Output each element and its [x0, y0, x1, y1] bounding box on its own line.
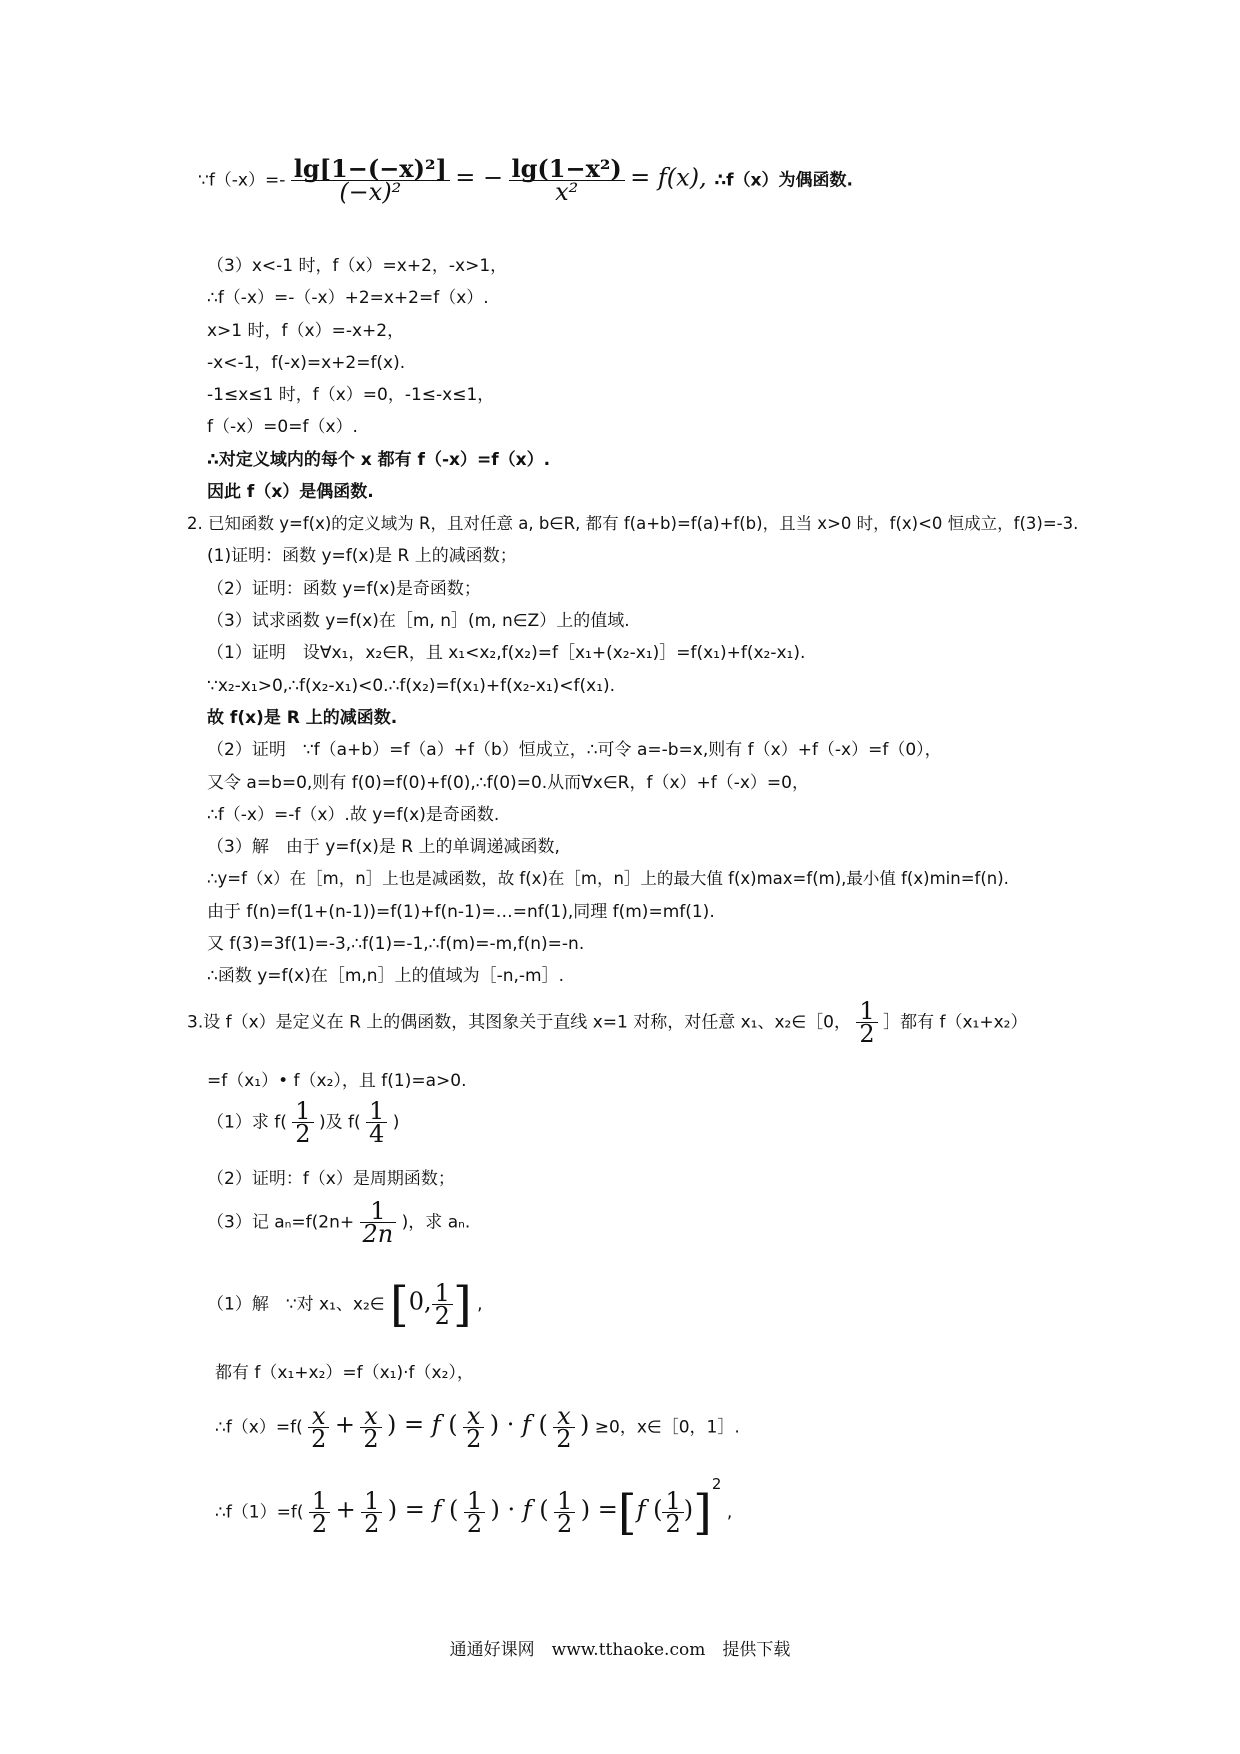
- fraction-numerator: x: [360, 1405, 381, 1428]
- q2-solution-line: [207, 804, 499, 826]
- text-line: 故 f(x)是 R 上的减函数.: [207, 708, 398, 728]
- fraction-denominator: 2: [556, 1425, 572, 1453]
- fraction-lg: [291, 154, 450, 206]
- q2-solution-line: [207, 901, 715, 923]
- fraction-denominator: 4: [369, 1120, 385, 1148]
- fraction-denominator: 2: [295, 1120, 311, 1148]
- q2-solution-line: [207, 642, 805, 664]
- q3-sol3: [215, 1402, 740, 1453]
- q2-sub: [207, 610, 630, 632]
- fraction-numerator: 1: [309, 1490, 330, 1513]
- text-line: f（-x）=0=f（x）.: [207, 417, 358, 437]
- fraction-numerator: lg(1−x²): [509, 158, 625, 181]
- part3-line: [207, 320, 404, 342]
- part3-line: [207, 416, 358, 438]
- fraction-numerator: 1: [464, 1490, 485, 1513]
- equals-bracket: ) =: [580, 1495, 618, 1524]
- fraction-one-over-2n: [360, 1197, 397, 1248]
- footer-credit: [0, 1635, 1240, 1660]
- equals-minus: = −: [455, 163, 504, 192]
- even-function-derivation: [198, 154, 853, 206]
- fraction-half: [432, 1279, 453, 1330]
- fraction-denominator: 2: [859, 1020, 875, 1048]
- q2-solution-line: [207, 836, 560, 858]
- text-segment: )及 f(: [318, 1112, 361, 1133]
- left-bracket: [: [617, 1484, 637, 1541]
- fraction-numerator: 1: [856, 1000, 877, 1023]
- q3-sub2: [207, 1168, 455, 1190]
- q2-solution-line: [207, 868, 1009, 890]
- fraction-numerator: 1: [554, 1490, 575, 1513]
- text-line: 由于 f(n)=f(1+(n-1))=f(1)+f(n-1)=…=nf(1),同理 f(m)=mf(1).: [207, 902, 715, 922]
- part3-line: [207, 352, 405, 374]
- fraction-denominator: 2: [363, 1425, 379, 1453]
- fraction-numerator: 1: [292, 1100, 313, 1123]
- q2-solution-line: [207, 739, 942, 761]
- text-line: x>1 时，f（x）=-x+2，: [207, 321, 405, 341]
- text-segment: ,: [726, 1502, 733, 1523]
- q3-sub1: [207, 1097, 400, 1148]
- fraction-half: [856, 997, 877, 1048]
- fraction-lg2: [509, 154, 625, 206]
- q2-sub: [207, 545, 517, 567]
- text-line: ∴y=f（x）在［m，n］上也是减函数，故 f(x)在［m，n］上的最大值 f(x)max=f(m),最小值 f(x)min=f(n).: [207, 869, 1009, 888]
- text-segment: （1）解 ∵对 x₁、x₂∈: [207, 1294, 385, 1315]
- plus-sign: +: [335, 1495, 356, 1524]
- fraction-x-over-2: [553, 1402, 574, 1453]
- fraction-half: [292, 1097, 313, 1148]
- fraction-denominator: 2: [311, 1510, 328, 1538]
- fraction-half: [554, 1487, 575, 1538]
- text-segment: 3.设 f（x）是定义在 R 上的偶函数，其图象关于直线 x=1 对称，对任意 x₁、x₂∈［0，: [187, 1012, 851, 1033]
- text-segment: ］都有 f（x₁+x₂）: [883, 1012, 1028, 1033]
- fraction-denominator: x²: [555, 178, 579, 206]
- text-segment: ): [392, 1112, 400, 1133]
- fraction-x-over-2: [308, 1402, 329, 1453]
- q2-solution-line: [207, 965, 564, 987]
- q3-sub3: [207, 1197, 471, 1248]
- text-line: (1)证明：函数 y=f(x)是 R 上的减函数；: [207, 546, 517, 566]
- text-line: ∴函数 y=f(x)在［m,n］上的值域为［-n,-m］.: [207, 966, 564, 986]
- fraction-half: [662, 1487, 683, 1538]
- close-paren: ): [579, 1410, 590, 1439]
- dot-f-open: ) · f (: [490, 1495, 549, 1524]
- plus-sign: +: [334, 1410, 355, 1439]
- close-paren: ): [683, 1495, 694, 1524]
- fraction-x-over-2: [463, 1402, 484, 1453]
- right-bracket: ]: [693, 1484, 712, 1541]
- fx-expression: = f(x),: [630, 163, 715, 192]
- text-line: ∴f（-x）=-f（x）.故 y=f(x)是奇函数.: [207, 805, 500, 825]
- fraction-numerator: x: [463, 1405, 484, 1428]
- part3-line: [207, 481, 374, 503]
- q2-sub: [207, 578, 481, 600]
- text-line: 2. 已知函数 y=f(x)的定义域为 R，且对任意 a, b∈R, 都有 f(a+b)=f(a)+f(b)，且当 x>0 时，f(x)<0 恒成立，f(3)=-3.: [187, 514, 1079, 533]
- fraction-denominator: 2n: [362, 1220, 394, 1248]
- text-line: 因此 f（x）是偶函数.: [207, 482, 374, 502]
- fraction-denominator: 2: [665, 1510, 681, 1538]
- text-line: ∴对定义域内的每个 x 都有 f（-x）=f（x）.: [207, 450, 551, 470]
- q2-solution-line: [207, 675, 615, 697]
- equals-f-open: ) = f (: [387, 1495, 459, 1524]
- fraction-x-over-2: [360, 1402, 381, 1453]
- text-line: =f（x₁）• f（x₂），且 f(1)=a>0.: [207, 1071, 467, 1091]
- q2-solution-line: [207, 933, 584, 955]
- fraction-half: [309, 1487, 330, 1538]
- right-bracket: ]: [452, 1276, 472, 1333]
- text-line: （2）证明：f（x）是周期函数；: [207, 1169, 455, 1189]
- fraction-numerator: 1: [366, 1100, 387, 1123]
- text-prefix: ∵f（-x）=-: [198, 170, 286, 191]
- text-segment: )，求 aₙ.: [401, 1212, 471, 1233]
- f-open: f (: [636, 1495, 663, 1524]
- text-line: （3）解 由于 y=f(x)是 R 上的单调递减函数,: [207, 837, 560, 857]
- text-segment: ∴f（x）=f(: [215, 1417, 303, 1438]
- part3-line: [207, 255, 507, 277]
- fraction-denominator: 2: [311, 1425, 327, 1453]
- text-line: -1≤x≤1 时，f（x）=0，-1≤-x≤1，: [207, 385, 495, 405]
- text-segment: ∴f（1）=f(: [215, 1502, 304, 1523]
- text-line: （2）证明：函数 y=f(x)是奇函数；: [207, 579, 481, 599]
- text-line: ∴f（-x）=-（-x）+2=x+2=f（x）.: [207, 288, 489, 308]
- text-line: （1）证明 设∀x₁，x₂∈R，且 x₁<x₂,f(x₂)=f［x₁+(x₂-x₁)］=f(x₁)+f(x₂-x₁).: [207, 643, 806, 663]
- text-segment: （1）求 f(: [207, 1112, 287, 1133]
- square-exponent: 2: [711, 1474, 722, 1493]
- fraction-numerator: x: [553, 1405, 574, 1428]
- q3-stem-line2: [207, 1070, 467, 1092]
- part3-line: [207, 287, 489, 309]
- interval-zero: 0,: [408, 1287, 432, 1316]
- fraction-numerator: x: [308, 1405, 329, 1428]
- text-line: 都有 f（x₁+x₂）=f（x₁)·f（x₂），: [215, 1363, 474, 1383]
- text-line: 又令 a=b=0,则有 f(0)=f(0)+f(0),∴f(0)=0.从而∀x∈R，f（x）+f（-x）=0，: [207, 773, 809, 793]
- fraction-half: [361, 1487, 382, 1538]
- text-segment: ≥0，x∈［0，1］.: [594, 1417, 740, 1438]
- text-line: （3）x<-1 时，f（x）=x+2，-x>1，: [207, 256, 508, 276]
- text-line: ∵x₂-x₁>0,∴f(x₂-x₁)<0.∴f(x₂)=f(x₁)+f(x₂-x₁)<f(x₁).: [207, 676, 616, 696]
- q2-solution-line: [207, 772, 809, 794]
- text-line: -x<-1，f(-x)=x+2=f(x).: [207, 353, 406, 373]
- fraction-denominator: 2: [466, 1425, 482, 1453]
- q3-sol2: [215, 1362, 474, 1384]
- q3-sol1: [207, 1276, 483, 1333]
- fraction-quarter: [366, 1097, 387, 1148]
- part3-line: [207, 449, 550, 471]
- fraction-denominator: 2: [434, 1302, 450, 1330]
- conclusion-text: ∴f（x）为偶函数.: [714, 170, 853, 191]
- text-line: （2）证明 ∵f（a+b）=f（a）+f（b）恒成立，∴可令 a=-b=x,则有 f（x）+f（-x）=f（0），: [207, 740, 942, 760]
- fraction-denominator: 2: [557, 1510, 573, 1538]
- part3-line: [207, 384, 494, 406]
- dot-f-open: ) · f (: [489, 1410, 548, 1439]
- fraction-numerator: 1: [432, 1282, 453, 1305]
- text-line: 又 f(3)=3f(1)=-3,∴f(1)=-1,∴f(m)=-m,f(n)=-n.: [207, 934, 585, 954]
- fraction-numerator: 1: [361, 1490, 382, 1513]
- fraction-denominator: 2: [466, 1510, 483, 1538]
- text-segment: （3）记 aₙ=f(2n+: [207, 1212, 355, 1233]
- footer-text: 通通好课网 www.tthaoke.com 提供下载: [449, 1640, 791, 1660]
- text-segment: ,: [477, 1294, 483, 1315]
- fraction-denominator: 2: [364, 1510, 380, 1538]
- fraction-numerator: 1: [360, 1200, 397, 1223]
- q2-solution-line: [207, 707, 397, 729]
- text-line: （3）试求函数 y=f(x)在［m, n］(m, n∈Z）上的值域.: [207, 611, 630, 631]
- q3-stem: [187, 997, 1028, 1048]
- equals-f-open: ) = f (: [387, 1410, 458, 1439]
- fraction-numerator: 1: [662, 1490, 683, 1513]
- q3-sol4: [215, 1474, 733, 1541]
- fraction-denominator: (−x)²: [339, 178, 402, 206]
- fraction-half: [464, 1487, 485, 1538]
- fraction-numerator: lg[1−(−x)²]: [291, 158, 450, 181]
- left-bracket: [: [390, 1276, 409, 1333]
- q2-stem: [187, 513, 1078, 535]
